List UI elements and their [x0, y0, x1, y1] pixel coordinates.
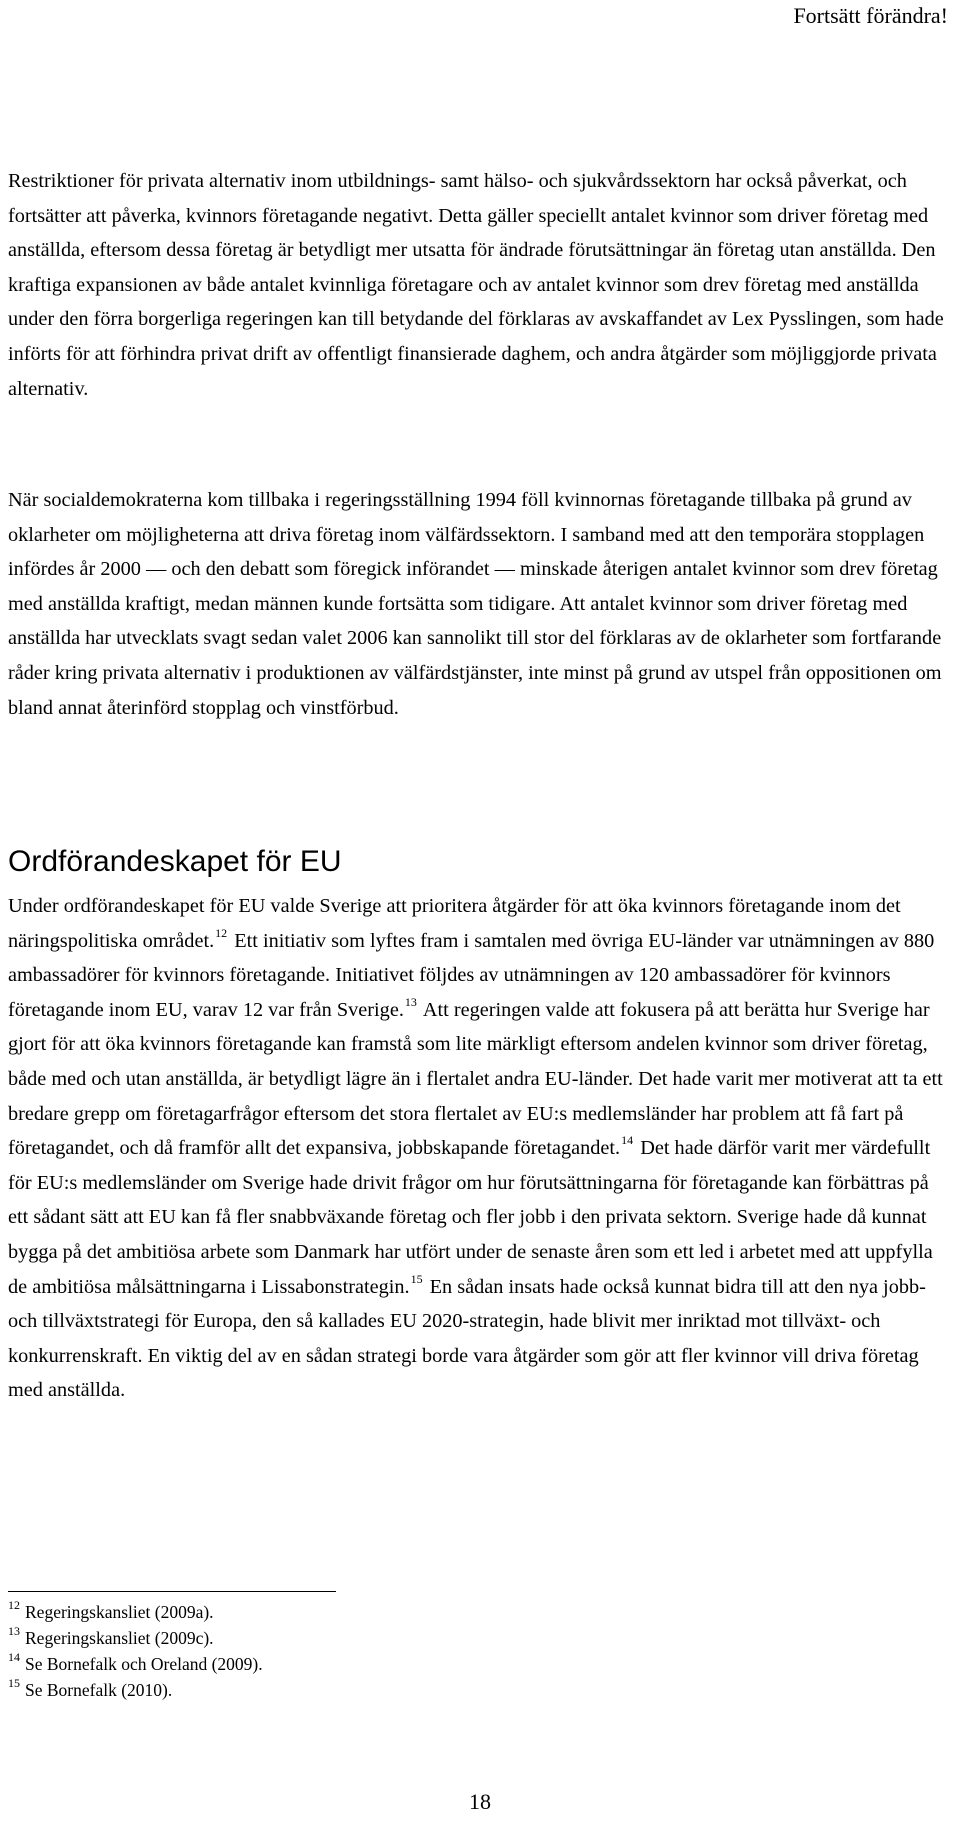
footnote-list — [8, 1599, 263, 1703]
section-heading: Ordförandeskapet för EU — [8, 845, 342, 878]
footnote-number: 12 — [8, 1598, 20, 1613]
paragraph-private-alternatives: Restriktioner för privata alternativ inom utbildnings- samt hälso- och sjukvårdssektorn har också påverkat, och fortsätter att påverka, kvinnors företagande negativt. Detta gäller speciellt antalet kvinnor som driver företag med anställda, eftersom dessa företag är betydligt mer utsatta för ändrade förutsättningar än företag utan anställda. Den kraftiga expansionen av både antalet kvinnliga företagare och av antalet kvinnor som drev företag med anställda under den förra borgerliga regeringen kan till betydande del förklaras av avskaffandet av Lex Pysslingen, som hade införts för att förhindra privat drift av offentligt finansierade daghem, och andra åtgärder som möjliggjorde privata alternativ. — [8, 170, 944, 400]
paragraph-segment: Att regeringen valde att fokusera på att berätta hur Sverige har gjort för att öka kvinnors företagande kan framstå som lite märkligt eftersom andelen kvinnor som driver företag, både med och utan anställda, är betydligt lägre än i flertalet andra EU-länder. Det hade varit mer motiverat att ta ett bredare grepp om företagarfrågor eftersom det stora flertalet av EU:s medlemsländer har problem att få fart på företagandet, och då framför allt det expansiva, jobbskapande företagandet. — [8, 998, 943, 1160]
footnote-divider — [8, 1591, 336, 1592]
paragraph-segment: Det hade därför varit mer värdefullt för EU:s medlemsländer om Sverige hade drivit frågor om hur förutsättningarna för företagande kan förbättras på ett sådant sätt att EU kan få fler snabbväxande företag och fler jobb i den privata sektorn. Sverige hade då kunnat bygga på det ambitiösa arbete som Danmark har utfört under de senaste åren som ett led i arbetet med att uppfylla de ambitiösa målsättningarna i Lissabonstrategin. — [8, 1137, 933, 1298]
footnote-item — [8, 1625, 263, 1651]
footnote-number: 15 — [8, 1676, 20, 1691]
paragraph-segment: Under ordförandeskapet för EU valde Sverige att prioritera åtgärder för att öka kvinnors företagande inom det näringspolitiska området. — [8, 895, 901, 952]
paragraph-segment: En sådan insats hade också kunnat bidra till att den nya jobb- och tillväxtstrategi för Europa, den så kallades EU 2020-strategin, hade blivit mer inriktad mot tillväxt- och konkurrenskraft. En viktig del av en sådan strategi borde vara åtgärder som gör att fler kvinnor vill driva företag med anställda. — [8, 1275, 926, 1402]
footnote-item — [8, 1651, 263, 1677]
paragraph-eu-presidency — [8, 889, 951, 1408]
footnote-item — [8, 1599, 263, 1625]
page-number: 18 — [469, 1789, 491, 1814]
footnote-ref-12[interactable]: 12 — [215, 925, 228, 940]
running-header: Fortsätt förändra! — [793, 3, 948, 28]
footnote-number: 13 — [8, 1624, 20, 1639]
footnote-text: Regeringskansliet (2009a). — [25, 1602, 214, 1622]
footnote-ref-13[interactable]: 13 — [404, 995, 417, 1010]
footnote-ref-14[interactable]: 14 — [621, 1133, 634, 1148]
paragraph-social-democrats: När socialdemokraterna kom tillbaka i regeringsställning 1994 föll kvinnornas företagande tillbaka på grund av oklarheter om möjligheterna att driva företag inom välfärdssektorn. I samband med att den temporära stopplagen infördes år 2000 — och den debatt som föregick införandet — minskade återigen antalet kvinnor som drev företag med anställda kraftigt, medan männen kunde fortsätta som tidigare. Att antalet kvinnor som driver företag med anställda har utvecklats svagt sedan valet 2006 kan sannolikt till stor del förklaras av de oklarheter som fortfarande råder kring privata alternativ i produktionen av välfärdstjänster, inte minst på grund av utspel från oppositionen om bland annat återinförd stopplag och vinstförbud. — [8, 489, 942, 719]
footnote-number: 14 — [8, 1650, 20, 1665]
footnote-text: Se Bornefalk och Oreland (2009). — [25, 1654, 263, 1674]
footnote-item — [8, 1677, 263, 1703]
footnote-text: Regeringskansliet (2009c). — [25, 1628, 214, 1648]
footnote-text: Se Bornefalk (2010). — [25, 1680, 173, 1700]
paragraph-segment: Ett initiativ som lyftes fram i samtalen med övriga EU-länder var utnämningen av 880 ambassadörer för kvinnors företagande. Initiativet följdes av utnämningen av 120 ambassadörer för kvinnors företagande inom EU, varav 12 var från Sverige. — [8, 929, 935, 1021]
footnote-ref-15[interactable]: 15 — [410, 1271, 423, 1286]
